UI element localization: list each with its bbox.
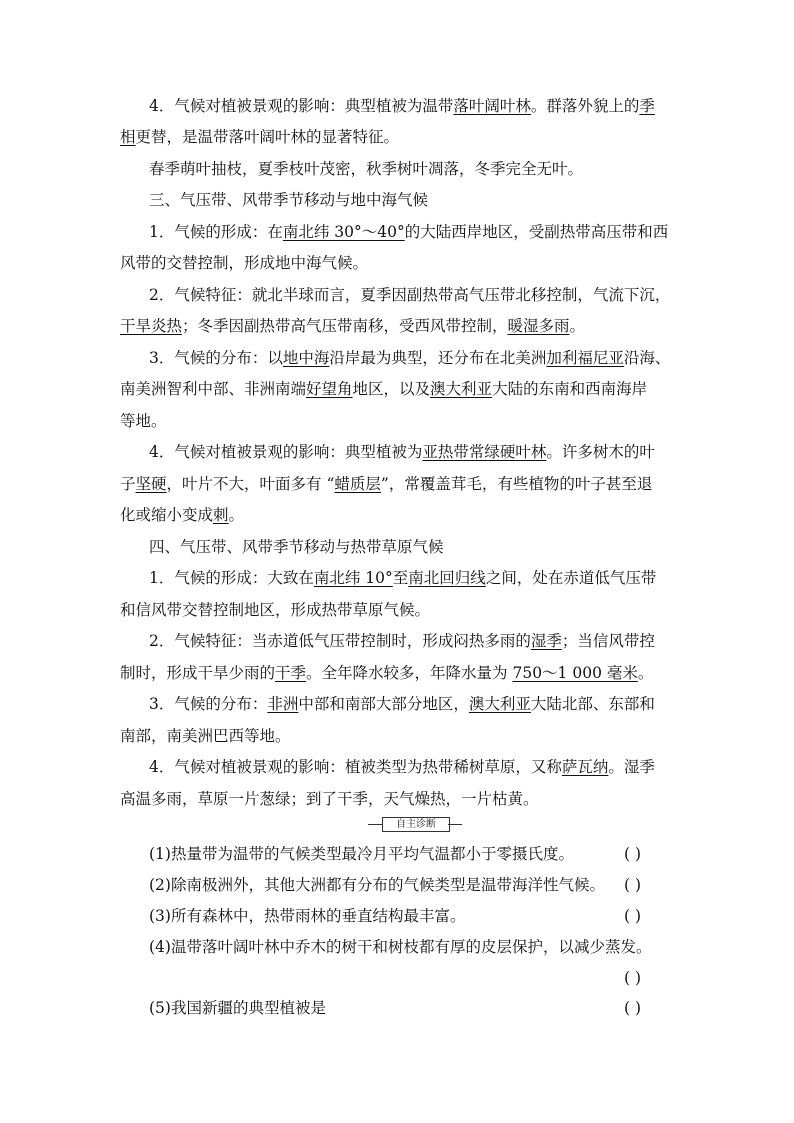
underlined-term: 刺	[213, 506, 229, 524]
text-span: 大陆北部、东部和	[530, 695, 655, 713]
section3-item2-line2	[120, 316, 680, 336]
text-span: 4．气候对植被景观的影响：典型植被为	[149, 443, 423, 461]
text-span: 沿岸最为典型，还分布在北美洲	[329, 349, 547, 367]
question-2: (2)除南极洲外，其他大洲都有分布的气候类型是温带海洋性气候。	[149, 876, 605, 894]
text-span: 。群落外貌上的	[530, 97, 640, 115]
underlined-term: 好望角	[306, 380, 353, 398]
answer-blank-3[interactable]: ( )	[624, 907, 642, 925]
section4-item4-line1	[149, 757, 680, 777]
text-span: 至	[392, 569, 409, 587]
underlined-term: 750～1 000 毫米	[512, 664, 638, 682]
underlined-term: 非洲	[267, 695, 299, 713]
text-span: 地区，以及	[352, 380, 431, 398]
answer-blank-5[interactable]: ( )	[624, 999, 642, 1017]
text-span: 的大陆西岸地区，受副热带高压带和西	[404, 223, 669, 241]
section3-item2-line1: 2．气候特征：就北半球而言，夏季因副热带高气压带北移控制，气流下沉，	[149, 286, 671, 304]
text-span: 大陆的东南和西南海岸	[492, 380, 648, 398]
text-span: 。许多树木的叶	[546, 443, 655, 461]
text-span: 2．气候特征：当赤道低气压带控制时，形成闷热多雨的	[149, 632, 531, 650]
question-3: (3)所有森林中，热带雨林的垂直结构最丰富。	[149, 907, 466, 925]
para-p1-note: 春季萌叶抽枝，夏季枝叶茂密，秋季树叶凋落，冬季完全无叶。	[149, 160, 584, 178]
text-span: ，叶片不大，叶面多有 “	[166, 475, 335, 493]
section3-item1-line2: 风带的交替控制，形成地中海气候。	[120, 254, 369, 272]
text-span: 南美洲智利中部、非洲南端	[120, 380, 307, 398]
underlined-term: 暖湿多雨	[507, 317, 570, 335]
para-p1-item4-line2	[120, 127, 680, 147]
tag-rule-left	[368, 824, 382, 825]
text-span: 之间，处在赤道低气压带	[485, 569, 657, 587]
text-span: 1．气候的形成：大致在	[149, 569, 314, 587]
underlined-term: 干季	[275, 664, 307, 682]
underlined-term: 坚硬	[135, 475, 167, 493]
underlined-term: 蜡质层	[334, 475, 381, 493]
text-span: 4．气候对植被景观的影响：植被类型为热带稀树草原，又称	[149, 758, 562, 776]
text-span: ；冬季因副热带高气压带南移，受西风带控制，	[182, 317, 508, 335]
section4-item2-line1	[149, 631, 680, 651]
answer-blank-1[interactable]: ( )	[624, 845, 642, 863]
text-span: 3．气候的分布：以	[149, 349, 283, 367]
text-span: 子	[120, 475, 136, 493]
text-span: 。	[569, 317, 586, 335]
underlined-term: 南北纬 30°～40°	[282, 223, 405, 241]
section3-item4-line1	[149, 442, 680, 462]
underlined-term: 南北回归线	[408, 569, 486, 587]
underlined-term: 湿季	[530, 632, 562, 650]
text-span: 。湿季	[608, 758, 655, 776]
diagnosis-tag-group	[368, 817, 462, 831]
underlined-term: 地中海	[282, 349, 330, 367]
section4-item3-line2: 南部，南美洲巴西等地。	[120, 727, 291, 745]
text-span: 。全年降水较多，年降水量为	[306, 664, 513, 682]
text-span: 制时，形成干旱少雨的	[120, 664, 276, 682]
text-span: 1．气候的形成：在	[149, 223, 283, 241]
underlined-term: 亚热带常绿硬叶林	[422, 443, 547, 461]
question-4: (4)温带落叶阔叶林中乔木的树干和树枝都有厚的皮层保护，以减少蒸发。	[149, 938, 652, 956]
text-span: 更替，是温带落叶阔叶林的显著特征。	[135, 128, 400, 146]
tag-rule-right	[448, 824, 462, 825]
underlined-term: 加利福尼亚	[546, 349, 624, 367]
section4-item1-line1	[149, 568, 680, 588]
text-span: 4．气候对植被景观的影响：典型植被为温带	[149, 97, 454, 115]
question-5: (5)我国新疆的典型植被是	[149, 999, 326, 1017]
answer-blank-2[interactable]: ( )	[624, 876, 642, 894]
underlined-term: 南北纬 10°	[313, 569, 393, 587]
section3-heading: 三、气压带、风带季节移动与地中海气候	[149, 191, 429, 209]
section3-item1-line1	[149, 222, 680, 242]
diagnosis-tag: 自主诊断	[382, 817, 450, 832]
section4-item4-line2: 高温多雨，草原一片葱绿；到了干季，天气燥热，一片枯黄。	[120, 790, 539, 808]
answer-blank-4[interactable]: ( )	[624, 969, 642, 987]
section3-item3-line3: 等地。	[120, 412, 167, 430]
underlined-term: 干旱炎热	[120, 317, 183, 335]
section3-item3-line2	[120, 379, 680, 399]
section3-item3-line1	[149, 348, 680, 368]
section4-item1-line2: 和信风带交替控制地区，形成热带草原气候。	[120, 601, 431, 619]
section4-item3-line1	[149, 694, 680, 714]
text-span: ；当信风带控	[561, 632, 655, 650]
para-p1-item4-line1	[149, 96, 680, 116]
question-1: (1)热量带为温带的气候类型最冷月平均气温都小于零摄氏度。	[149, 845, 574, 863]
underlined-term: 萨瓦纳	[561, 758, 609, 776]
section3-item4-line3	[120, 505, 680, 525]
section4-heading: 四、气压带、风带季节移动与热带草原气候	[149, 538, 444, 556]
text-span: 沿海、	[623, 349, 671, 367]
text-span: 中部和南部大部分地区，	[298, 695, 469, 713]
underlined-term: 相	[120, 128, 136, 146]
text-span: ”，常覆盖茸毛，有些植物的叶子甚至退	[380, 475, 653, 493]
underlined-term: 落叶阔叶林	[453, 97, 531, 115]
underlined-term: 澳大利亚	[468, 695, 531, 713]
section3-item4-line2	[120, 474, 680, 494]
underlined-term: 季	[639, 97, 655, 115]
text-span: 。	[637, 664, 654, 682]
text-span: 3．气候的分布：	[149, 695, 268, 713]
section4-item2-line2	[120, 663, 680, 683]
underlined-term: 澳大利亚	[430, 380, 493, 398]
text-span: 化或缩小变成	[120, 506, 214, 524]
text-span: 。	[228, 506, 245, 524]
